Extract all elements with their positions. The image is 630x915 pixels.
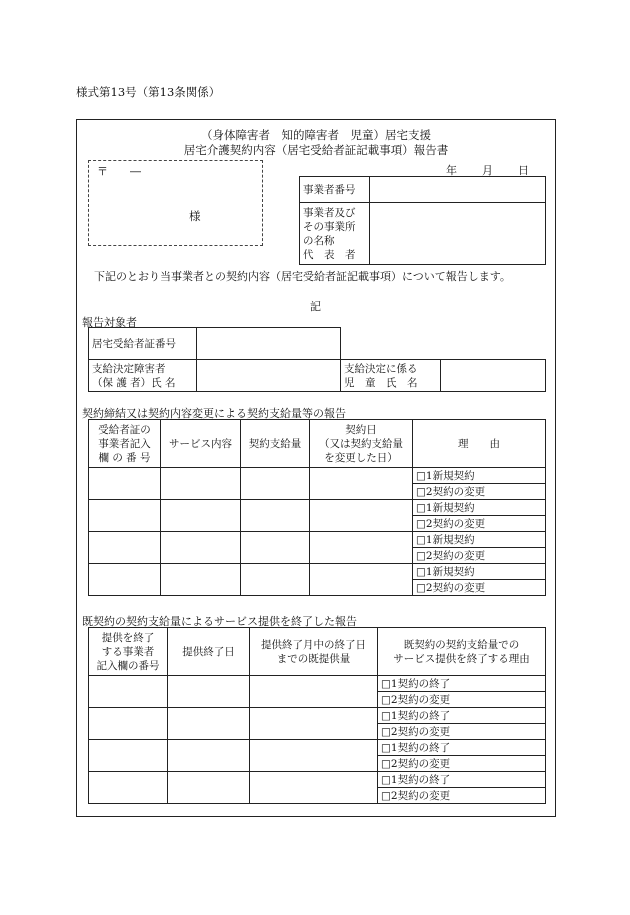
title-line-2: 居宅介護契約内容（居宅受給者証記載事項）報告書 [183, 143, 449, 157]
contract-cell-service[interactable] [161, 468, 241, 500]
reason-contract-change[interactable]: □2契約の変更 [413, 484, 546, 500]
honorific-sama: 様 [189, 209, 201, 223]
cert-number-table [88, 327, 341, 360]
termination-cell-end-date[interactable] [168, 740, 250, 772]
contract-col-amount: 契約支給量 [241, 420, 310, 468]
contract-table [88, 419, 546, 596]
reason-contract-end[interactable]: □1契約の終了 [378, 708, 546, 724]
termination-col-end-date: 提供終了日 [168, 628, 250, 676]
date-month: 月 [482, 164, 493, 177]
contract-cell-date[interactable] [310, 500, 413, 532]
contract-cell-amount[interactable] [241, 564, 310, 596]
reason-contract-change[interactable]: □2契約の変更 [378, 788, 546, 804]
reason-contract-end[interactable]: □1契約の終了 [378, 772, 546, 788]
provider-table [299, 176, 546, 265]
contract-cell-amount[interactable] [241, 500, 310, 532]
recipient-name-table [88, 359, 546, 392]
contract-cell-number[interactable] [89, 468, 161, 500]
contract-cell-number[interactable] [89, 500, 161, 532]
table-row [89, 740, 546, 756]
table-row [89, 708, 546, 724]
contract-col-service: サービス内容 [161, 420, 241, 468]
table-row [89, 676, 546, 692]
child-name-label: 支給決定に係る 児 童 氏 名 [341, 360, 441, 392]
cert-number-label: 居宅受給者証番号 [89, 328, 197, 360]
termination-cell-provided-amount[interactable] [250, 708, 378, 740]
reason-new-contract[interactable]: □1新規契約 [413, 532, 546, 548]
contract-col-reason: 理 由 [413, 420, 546, 468]
termination-cell-provided-amount[interactable] [250, 676, 378, 708]
contract-cell-amount[interactable] [241, 532, 310, 564]
form-number-label: 様式第13号（第13条関係） [76, 85, 221, 99]
termination-col-provided-amount: 提供終了月中の終了日 までの既提供量 [250, 628, 378, 676]
reason-contract-end[interactable]: □1契約の終了 [378, 676, 546, 692]
cert-number-field[interactable] [197, 328, 341, 360]
termination-cell-end-date[interactable] [168, 676, 250, 708]
contract-cell-service[interactable] [161, 564, 241, 596]
contract-col-number: 受給者証の 事業者記入 欄 の 番 号 [89, 420, 161, 468]
table-row [89, 564, 546, 580]
contract-cell-amount[interactable] [241, 468, 310, 500]
termination-cell-end-date[interactable] [168, 708, 250, 740]
reason-contract-change[interactable]: □2契約の変更 [413, 580, 546, 596]
contract-col-date: 契約日 （又は契約支給量 を変更した日） [310, 420, 413, 468]
contract-cell-date[interactable] [310, 532, 413, 564]
contract-cell-number[interactable] [89, 532, 161, 564]
provider-name-field[interactable] [370, 203, 546, 265]
termination-table [88, 627, 546, 804]
termination-cell-end-date[interactable] [168, 772, 250, 804]
contract-cell-service[interactable] [161, 532, 241, 564]
termination-col-number: 提供を終了 する事業者 記入欄の番号 [89, 628, 168, 676]
table-row [89, 500, 546, 516]
reason-contract-change[interactable]: □2契約の変更 [378, 724, 546, 740]
title-line-1: （身体障害者 知的障害者 児童）居宅支援 [201, 128, 431, 142]
reason-new-contract[interactable]: □1新規契約 [413, 500, 546, 516]
intro-text: 下記のとおり当事業者との契約内容（居宅受給者証記載事項）について報告します。 [94, 270, 511, 283]
contract-cell-date[interactable] [310, 564, 413, 596]
recipient-name-label: 支給決定障害者 （保 護 者）氏 名 [89, 360, 197, 392]
ki-mark: 記 [310, 300, 321, 313]
section1-heading: 契約締結又は契約内容変更による契約支給量等の報告 [82, 407, 346, 420]
date-year: 年 [446, 164, 457, 177]
reason-contract-end[interactable]: □1契約の終了 [378, 740, 546, 756]
recipient-name-field[interactable] [197, 360, 341, 392]
table-row [89, 772, 546, 788]
contract-cell-date[interactable] [310, 468, 413, 500]
postal-code-mark: 〒 ― [97, 165, 141, 178]
date-day: 日 [518, 164, 529, 177]
reason-contract-change[interactable]: □2契約の変更 [413, 548, 546, 564]
section2-heading: 既契約の契約支給量によるサービス提供を終了した報告 [82, 615, 357, 628]
provider-name-label: 事業者及び その事業所 の名称 代 表 者 [300, 203, 370, 265]
provider-number-label: 事業者番号 [300, 177, 370, 203]
reason-contract-change[interactable]: □2契約の変更 [413, 516, 546, 532]
target-heading: 報告対象者 [82, 316, 137, 329]
termination-cell-number[interactable] [89, 708, 168, 740]
provider-number-field[interactable] [370, 177, 546, 203]
reason-new-contract[interactable]: □1新規契約 [413, 564, 546, 580]
child-name-field[interactable] [441, 360, 546, 392]
contract-cell-service[interactable] [161, 500, 241, 532]
termination-cell-provided-amount[interactable] [250, 740, 378, 772]
termination-cell-number[interactable] [89, 676, 168, 708]
reason-contract-change[interactable]: □2契約の変更 [378, 692, 546, 708]
table-row [89, 468, 546, 484]
termination-col-reason: 既契約の契約支給量での サービス提供を終了する理由 [378, 628, 546, 676]
table-row [89, 532, 546, 548]
termination-cell-number[interactable] [89, 772, 168, 804]
address-box[interactable] [88, 160, 263, 246]
termination-cell-number[interactable] [89, 740, 168, 772]
contract-cell-number[interactable] [89, 564, 161, 596]
termination-cell-provided-amount[interactable] [250, 772, 378, 804]
reason-new-contract[interactable]: □1新規契約 [413, 468, 546, 484]
reason-contract-change[interactable]: □2契約の変更 [378, 756, 546, 772]
